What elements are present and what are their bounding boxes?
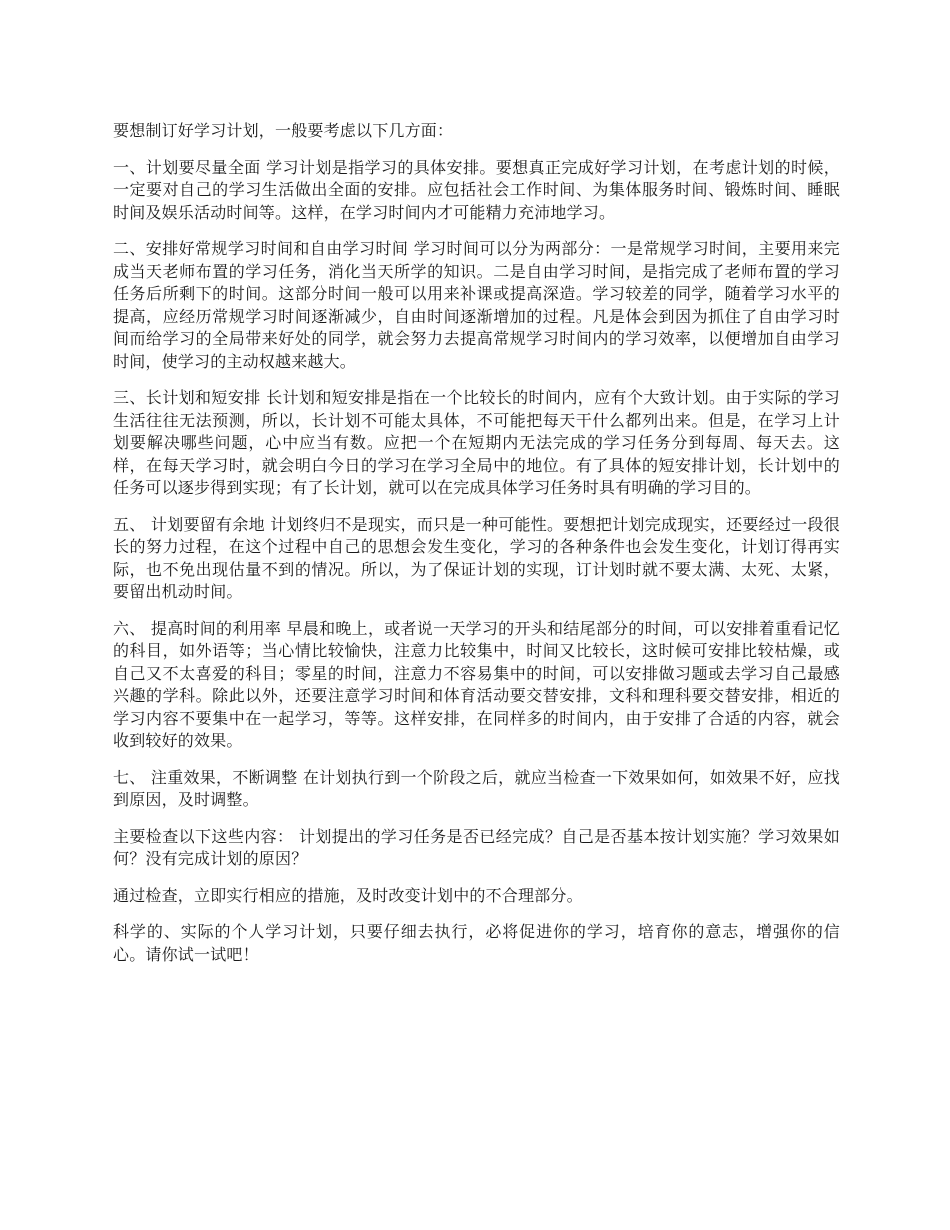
section-5-paragraph: 五、 计划要留有余地 计划终归不是现实，而只是一种可能性。要想把计划完成现实，还要经过一段很长的努力过程，在这个过程中自己的思想会发生变化，学习的各种条件也会发生变化，计划订得再实际，也不免出现估量不到的情况。所以，为了保证计划的实现，订计划时就不要太满、太死、太紧，要留出机动时间。 bbox=[113, 514, 840, 601]
section-6-paragraph: 六、 提高时间的利用率 早晨和晚上，或者说一天学习的开头和结尾部分的时间，可以安排着重看记忆的科目，如外语等；当心情比较愉快，注意力比较集中，时间又比较长，这时候可安排比较枯燥，或自己又不太喜爱的科目；零星的时间，注意力不容易集中的时间，可以安排做习题或去学习自己最感兴趣的学科。除此以外，还要注意学习时间和体育活动要交替安排，文科和理科要交替安排，相近的学习内容不要集中在一起学习，等等。这样安排，在同样多的时间内，由于安排了合适的内容，就会收到较好的效果。 bbox=[113, 618, 840, 750]
intro-paragraph: 要想制订好学习计划，一般要考虑以下几方面： bbox=[113, 121, 454, 140]
section-1-paragraph: 一、计划要尽量全面 学习计划是指学习的具体安排。要想真正完成好学习计划，在考虑计划的时候，一定要对自己的学习生活做出全面的安排。应包括社会工作时间、为集体服务时间、锻炼时间、睡眠时间及娱乐活动时间等。这样，在学习时间内才可能精力充沛地学习。 bbox=[113, 157, 840, 222]
adjust-paragraph: 通过检查，立即实行相应的措施，及时改变计划中的不合理部分。 bbox=[113, 885, 583, 905]
section-2-paragraph: 二、安排好常规学习时间和自由学习时间 学习时间可以分为两部分：一是常规学习时间，主要用来完成当天老师布置的学习任务，消化当天所学的知识。二是自由学习时间，是指完成了老师布置的学习任务后所剩下的时间。这部分时间一般可以用来补课或提高深造。学习较差的同学，随着学习水平的提高，应经历常规学习时间逐渐减少，自由时间逐渐增加的过程。凡是体会到因为抓住了自由学习时间而给学习的全局带来好处的同学，就会努力去提高常规学习时间内的学习效率，以便增加自由学习时间，使学习的主动权越来越大。 bbox=[113, 239, 840, 371]
section-3-paragraph: 三、长计划和短安排 长计划和短安排是指在一个比较长的时间内，应有个大致计划。由于实际的学习生活往往无法预测，所以，长计划不可能太具体，不可能把每天干什么都列出来。但是，在学习上计划要解决哪些问题，心中应当有数。应把一个在短期内无法完成的学习任务分到每周、每天去。这样，在每天学习时，就会明白今日的学习在学习全局中的地位。有了具体的短安排计划，长计划中的任务可以逐步得到实现；有了长计划，就可以在完成具体学习任务时具有明确的学习目的。 bbox=[113, 388, 840, 497]
check-items-paragraph: 主要检查以下这些内容： 计划提出的学习任务是否已经完成？自己是否基本按计划实施？学习效果如何？没有完成计划的原因？ bbox=[113, 826, 840, 868]
document-body bbox=[113, 120, 840, 980]
section-7-paragraph: 七、 注重效果，不断调整 在计划执行到一个阶段之后，就应当检查一下效果如何，如效果不好，应找到原因，及时调整。 bbox=[113, 767, 840, 809]
conclusion-paragraph: 科学的、实际的个人学习计划，只要仔细去执行，必将促进你的学习，培育你的意志，增强你的信心。请你试一试吧！ bbox=[113, 922, 840, 964]
